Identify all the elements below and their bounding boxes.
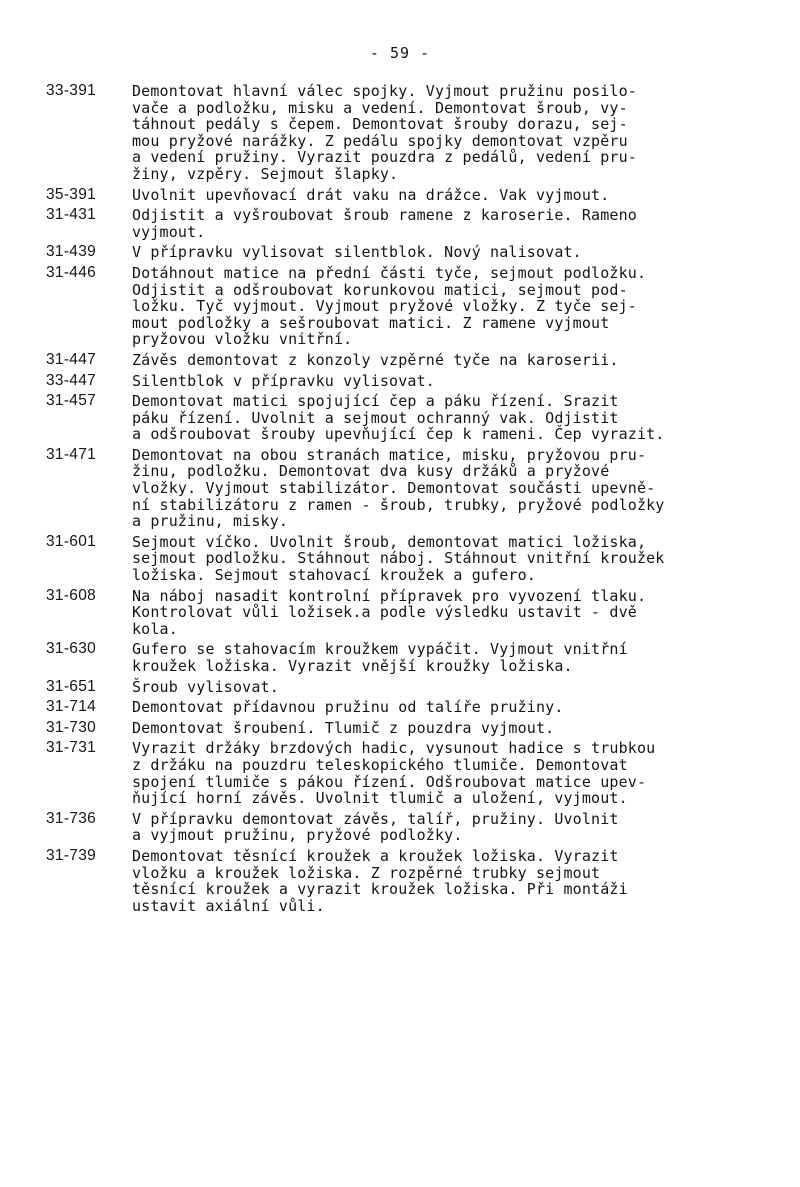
list-item [46, 641, 766, 674]
operation-code: 31-471 [46, 445, 97, 463]
list-item [46, 265, 766, 348]
list-item [46, 740, 766, 806]
operation-text: Uvolnit upevňovací drát vaku na drážce. Vak vyjmout. [132, 185, 610, 204]
list-item [46, 83, 766, 183]
operation-text: Demontovat přídavnou pružinu od talíře pružiny. [132, 698, 564, 717]
operation-text: Na náboj nasadit kontrolní přípravek pro vyvození tlaku. Kontrolovat vůli ložisek.a podle výsledku ustavit - dvě kola. [132, 586, 647, 638]
operation-code: 31-714 [46, 698, 97, 716]
list-item [46, 187, 766, 204]
operation-code: 31-651 [46, 677, 97, 695]
operation-code: 35-391 [46, 185, 97, 203]
operation-code: 31-739 [46, 846, 97, 864]
operation-text: V přípravku vylisovat silentblok. Nový nalisovat. [132, 243, 582, 262]
operation-text: Demontovat na obou stranách matice, misku, pryžovou pru- žinu, podložku. Demontovat dva kusy držáků a pryžové vložky. Vyjmout stabilizátor. Demontovat součásti upevně- ní stabilizátoru z ramen - šroub, trubky, pryžové podložky a pružinu, misky. [132, 445, 665, 531]
list-item [46, 848, 766, 914]
operation-code: 31-439 [46, 243, 97, 261]
operation-code: 31-431 [46, 206, 97, 224]
operation-text: Gufero se stahovacím kroužkem vypáčit. Vyjmout vnitřní kroužek ložiska. Vyrazit vnější kroužky ložiska. [132, 640, 628, 675]
list-item [46, 699, 766, 716]
list-item [46, 720, 766, 737]
operation-code: 33-447 [46, 371, 97, 389]
operation-code: 31-736 [46, 809, 97, 827]
operation-code: 33-391 [46, 82, 97, 99]
operation-text: Vyrazit držáky brzdových hadic, vysunout hadice s trubkou z držáku na pouzdru teleskopického tlumiče. Demontovat spojení tlumiče s pákou řízení. Odšroubovat matice upev- ňující horní závěs. Uvolnit tlumič a uložení, vyjmout. [132, 739, 656, 808]
operation-code: 31-457 [46, 392, 97, 410]
operation-text: V přípravku demontovat závěs, talíř, pružiny. Uvolnit a vyjmout pružinu, pryžové podložky. [132, 809, 619, 845]
operation-code: 31-630 [46, 640, 97, 658]
page-number: - 59 - [369, 44, 431, 62]
operation-code: 31-730 [46, 718, 97, 736]
operation-text: Demontovat těsnící kroužek a kroužek ložiska. Vyrazit vložku a kroužek ložiska. Z rozpěrné trubky sejmout těsnící kroužek a vyrazit kroužek ložiska. Při montáži ustavit axiální vůli. [132, 846, 628, 915]
operation-code: 31-608 [46, 586, 97, 604]
operation-code: 31-447 [46, 350, 97, 368]
list-item [46, 352, 766, 369]
list-item [46, 534, 766, 584]
operations-list [46, 83, 766, 918]
list-item [46, 447, 766, 530]
operation-text: Silentblok v přípravku vylisovat. [132, 371, 435, 390]
list-item [46, 679, 766, 696]
list-item [46, 373, 766, 390]
operation-text: Dotáhnout matice na přední části tyče, sejmout podložku. Odjistit a odšroubovat korunkovou matici, sejmout pod- ložku. Tyč vyjmout. Vyjmout pryžové vložky. Z tyče sej- mout podložky a sešroubovat matici. Z ramene vyjmout pryžovou vložku vnitřní. [132, 263, 647, 349]
operation-text: Odjistit a vyšroubovat šroub ramene z karoserie. Rameno vyjmout. [132, 206, 637, 241]
list-item [46, 588, 766, 638]
operation-code: 31-601 [46, 532, 97, 550]
operation-text: Sejmout víčko. Uvolnit šroub, demontovat matici ložiska, sejmout podložku. Stáhnout náboj. Stáhnout vnitřní kroužek ložiska. Sejmout stahovací kroužek a gufero. [132, 532, 665, 585]
operation-text: Šroub vylisovat. [132, 677, 279, 696]
list-item [46, 393, 766, 443]
operation-code: 31-731 [46, 739, 97, 757]
operation-text: Demontovat matici spojující čep a páku řízení. Srazit páku řízení. Uvolnit a sejmout ochranný vak. Odjistit a odšroubovat šrouby upevňující čep k rameni. Čep vyrazit. [132, 392, 665, 444]
operation-code: 31-446 [46, 263, 97, 281]
list-item [46, 207, 766, 240]
list-item [46, 244, 766, 261]
operation-text: Demontovat hlavní válec spojky. Vyjmout pružinu posilo- vače a podložku, misku a vedení. Demontovat šroub, vy- táhnout pedály s čepem. Demontovat šrouby dorazu, sej- mou pryžové narážky. Z pedálu spojky demontovat vzpěru a vedení pružiny. Vyrazit pouzdra z pedálů, vedení pru- žiny, vzpěry. Sejmout šlapky. [132, 82, 637, 183]
operation-text: Demontovat šroubení. Tlumič z pouzdra vyjmout. [132, 718, 555, 737]
list-item [46, 811, 766, 844]
operation-text: Závěs demontovat z konzoly vzpěrné tyče na karoserii. [132, 350, 619, 369]
